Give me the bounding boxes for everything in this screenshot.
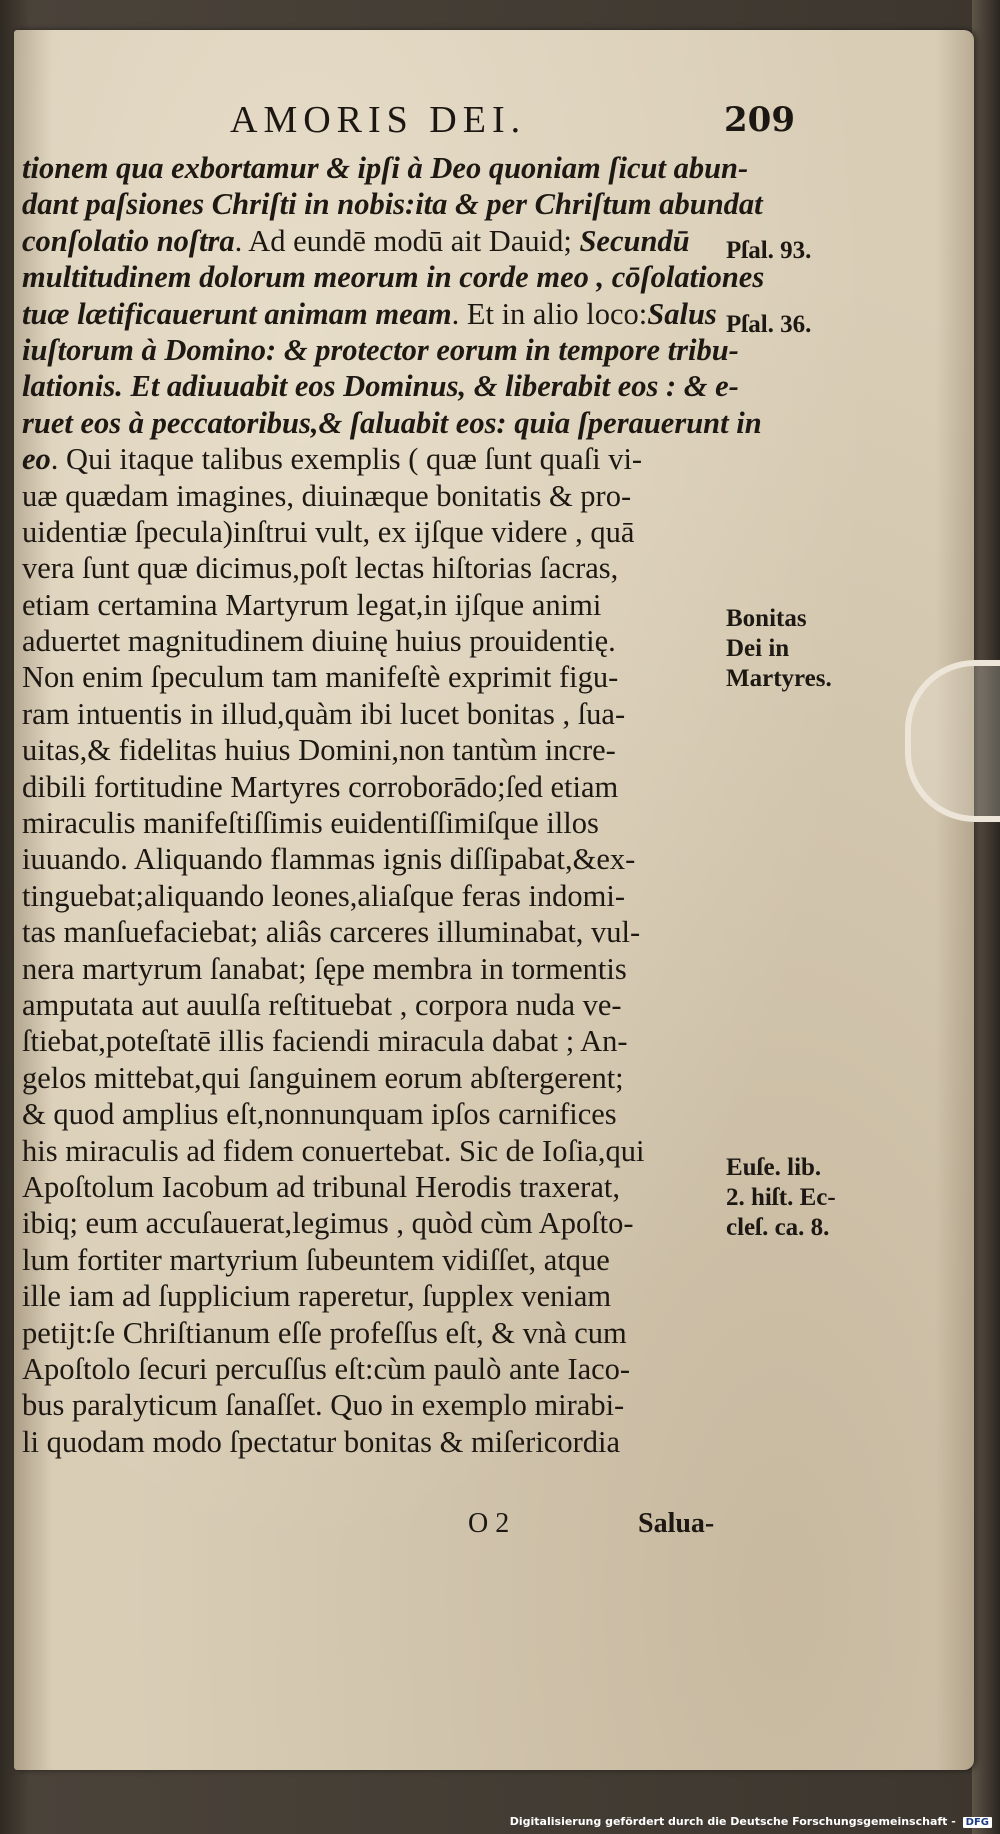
roman-text: . Ad eundē modū ait Dauid; (234, 223, 580, 258)
margin-note-eusebius (726, 1153, 836, 1243)
page-header (0, 98, 1000, 148)
roman-text: dibili fortitudine Martyres corroborādo;ſed etiam (22, 769, 619, 804)
roman-text: ſtiebat,poteſtatē illis faciendi miracula dabat ; An- (22, 1024, 628, 1059)
text-line (22, 732, 722, 768)
text-line (22, 1278, 722, 1314)
text-line (22, 587, 722, 623)
text-line (22, 1205, 722, 1241)
margin-note-line: cleſ. ca. 8. (726, 1214, 830, 1241)
text-line (22, 514, 722, 550)
text-line (22, 1424, 722, 1460)
roman-text: vera ſunt quæ dicimus,poſt lectas hiſtorias ſacras, (22, 551, 619, 586)
catchword: Salua- (638, 1508, 715, 1539)
text-line (22, 1133, 722, 1169)
roman-text: uidentiæ ſpecula)inſtrui vult, ex ijſque videre , quā (22, 514, 635, 549)
text-line (22, 550, 722, 586)
margin-note-line: Martyres. (726, 665, 832, 692)
text-line (22, 259, 765, 295)
roman-text: Apoſtolum Iacobum ad tribunal Herodis traxerat, (22, 1169, 620, 1204)
italic-text: iuſtorum à Domino: & protector eorum in tempore tribu- (22, 332, 739, 367)
margin-note-bonitas (726, 604, 836, 694)
roman-text: ram intuentis in illud,quàm ibi lucet bonitas , ſua- (22, 696, 626, 731)
roman-text: petijt:ſe Chriſtianum eſſe profeſſus eſt, & vnà cum (22, 1315, 627, 1350)
italic-text: conſolatio noſtra (22, 223, 235, 258)
text-line (22, 332, 739, 368)
italic-text: dant paſsiones Chriſti in nobis:ita & per Chriſtum abundat (22, 187, 763, 222)
text-line (22, 1242, 722, 1278)
text-line (22, 1351, 722, 1387)
italic-text: lationis. Et adiuuabit eos Dominus, & liberabit eos : & e- (22, 369, 739, 404)
roman-text: uæ quædam imagines, diuinæque bonitatis & pro- (22, 478, 632, 513)
signature-mark: O 2 (468, 1508, 510, 1539)
credit-text: Digitalisierung gefördert durch die Deutsche Forschungsgemeinschaft - (509, 1815, 956, 1828)
roman-text: amputata aut auulſa reſtituebat , corpora nuda ve- (22, 987, 622, 1022)
text-line (22, 405, 762, 441)
margin-note-line: Dei in (726, 635, 790, 662)
text-line (22, 805, 722, 841)
text-line (22, 659, 722, 695)
margin-note-line: Pſal. 93. (726, 237, 812, 264)
text-line (22, 186, 763, 222)
digitization-credit (510, 1815, 992, 1828)
text-line (22, 914, 722, 950)
margin-note-line: Bonitas (726, 605, 807, 632)
italic-text: multitudinem dolorum meorum in corde meo , cōſolationes (22, 260, 765, 295)
roman-text: etiam certamina Martyrum legat,in ijſque animi (22, 587, 602, 622)
text-line (22, 1387, 722, 1423)
text-line (22, 296, 722, 332)
text-line (22, 1096, 722, 1132)
page-number: 209 (724, 100, 795, 140)
text-line (22, 841, 722, 877)
roman-text: his miraculis ad fidem conuertebat. Sic de Ioſia,qui (22, 1133, 645, 1168)
text-line (22, 769, 722, 805)
text-line (22, 623, 722, 659)
text-line (22, 1023, 722, 1059)
roman-text: nera martyrum ſanabat; ſępe membra in tormentis (22, 951, 627, 986)
roman-text: . Qui itaque talibus exemplis ( quæ ſunt quaſi vi- (50, 442, 643, 477)
roman-text: miraculis manifeſtiſſimis euidentiſſimiſque illos (22, 806, 599, 841)
roman-text: tas manſuefaciebat; aliâs carceres illuminabat, vul- (22, 915, 641, 950)
roman-text: aduertet magnitudinem diuinę huius prouidentię. (22, 624, 616, 659)
roman-text: iuuando. Aliquando flammas ignis diſſipabat,&ex- (22, 842, 636, 877)
roman-text: tinguebat;aliquando leones,aliaſque feras indomi- (22, 878, 626, 913)
roman-text: Apoſtolo ſecuri percuſſus eſt:cùm paulò ante Iaco- (22, 1351, 631, 1386)
text-line (22, 1315, 722, 1351)
margin-note-line: Pſal. 36. (726, 311, 812, 338)
text-line (22, 987, 722, 1023)
text-line (22, 1169, 722, 1205)
roman-text: ibiq; eum accuſauerat,legimus , quòd cùm Apoſto- (22, 1206, 634, 1241)
text-line (22, 368, 739, 404)
roman-text: uitas,& fidelitas huius Domini,non tantùm incre- (22, 733, 616, 768)
roman-text: ille iam ad ſupplicium raperetur, ſupplex veniam (22, 1279, 612, 1314)
italic-text: eo (22, 442, 51, 477)
italic-text: Secundū (579, 223, 690, 258)
text-line (22, 478, 722, 514)
margin-note-line: Euſe. lib. (726, 1154, 822, 1181)
margin-note-psalm-36 (726, 310, 836, 340)
text-line (22, 441, 722, 477)
text-line (22, 696, 722, 732)
italic-text: tuæ lætificauerunt animam meam (22, 296, 452, 331)
roman-text: bus paralyticum ſanaſſet. Quo in exemplo mirabi- (22, 1388, 625, 1423)
italic-text: Salus (647, 296, 717, 331)
running-head: AMORIS DEI. (230, 99, 527, 141)
text-line (22, 150, 749, 186)
text-line (22, 951, 722, 987)
roman-text: Non enim ſpeculum tam manifeſtè exprimit figu- (22, 660, 619, 695)
dfg-logo: DFG (963, 1817, 992, 1828)
book-fore-edge (972, 0, 1000, 1834)
text-line (22, 223, 722, 259)
roman-text: & quod amplius eſt,nonnunquam ipſos carnifices (22, 1097, 617, 1132)
italic-text: tionem qua exbortamur & ipſi à Deo quoniam ſicut abun- (22, 151, 749, 185)
roman-text: li quodam modo ſpectatur bonitas & miſericordia (22, 1424, 620, 1459)
roman-text: gelos mittebat,qui ſanguinem eorum abſtergerent; (22, 1060, 624, 1095)
text-line (22, 1060, 722, 1096)
roman-text: . Et in alio loco: (451, 296, 648, 331)
margin-note-psalm-93 (726, 236, 836, 266)
text-line (22, 878, 722, 914)
italic-text: ruet eos à peccatoribus,& ſaluabit eos: quia ſperauerunt in (22, 405, 762, 440)
margin-note-line: 2. hiſt. Ec- (726, 1184, 836, 1211)
roman-text: lum fortiter martyrium ſubeuntem vidiſſet, atque (22, 1242, 610, 1277)
